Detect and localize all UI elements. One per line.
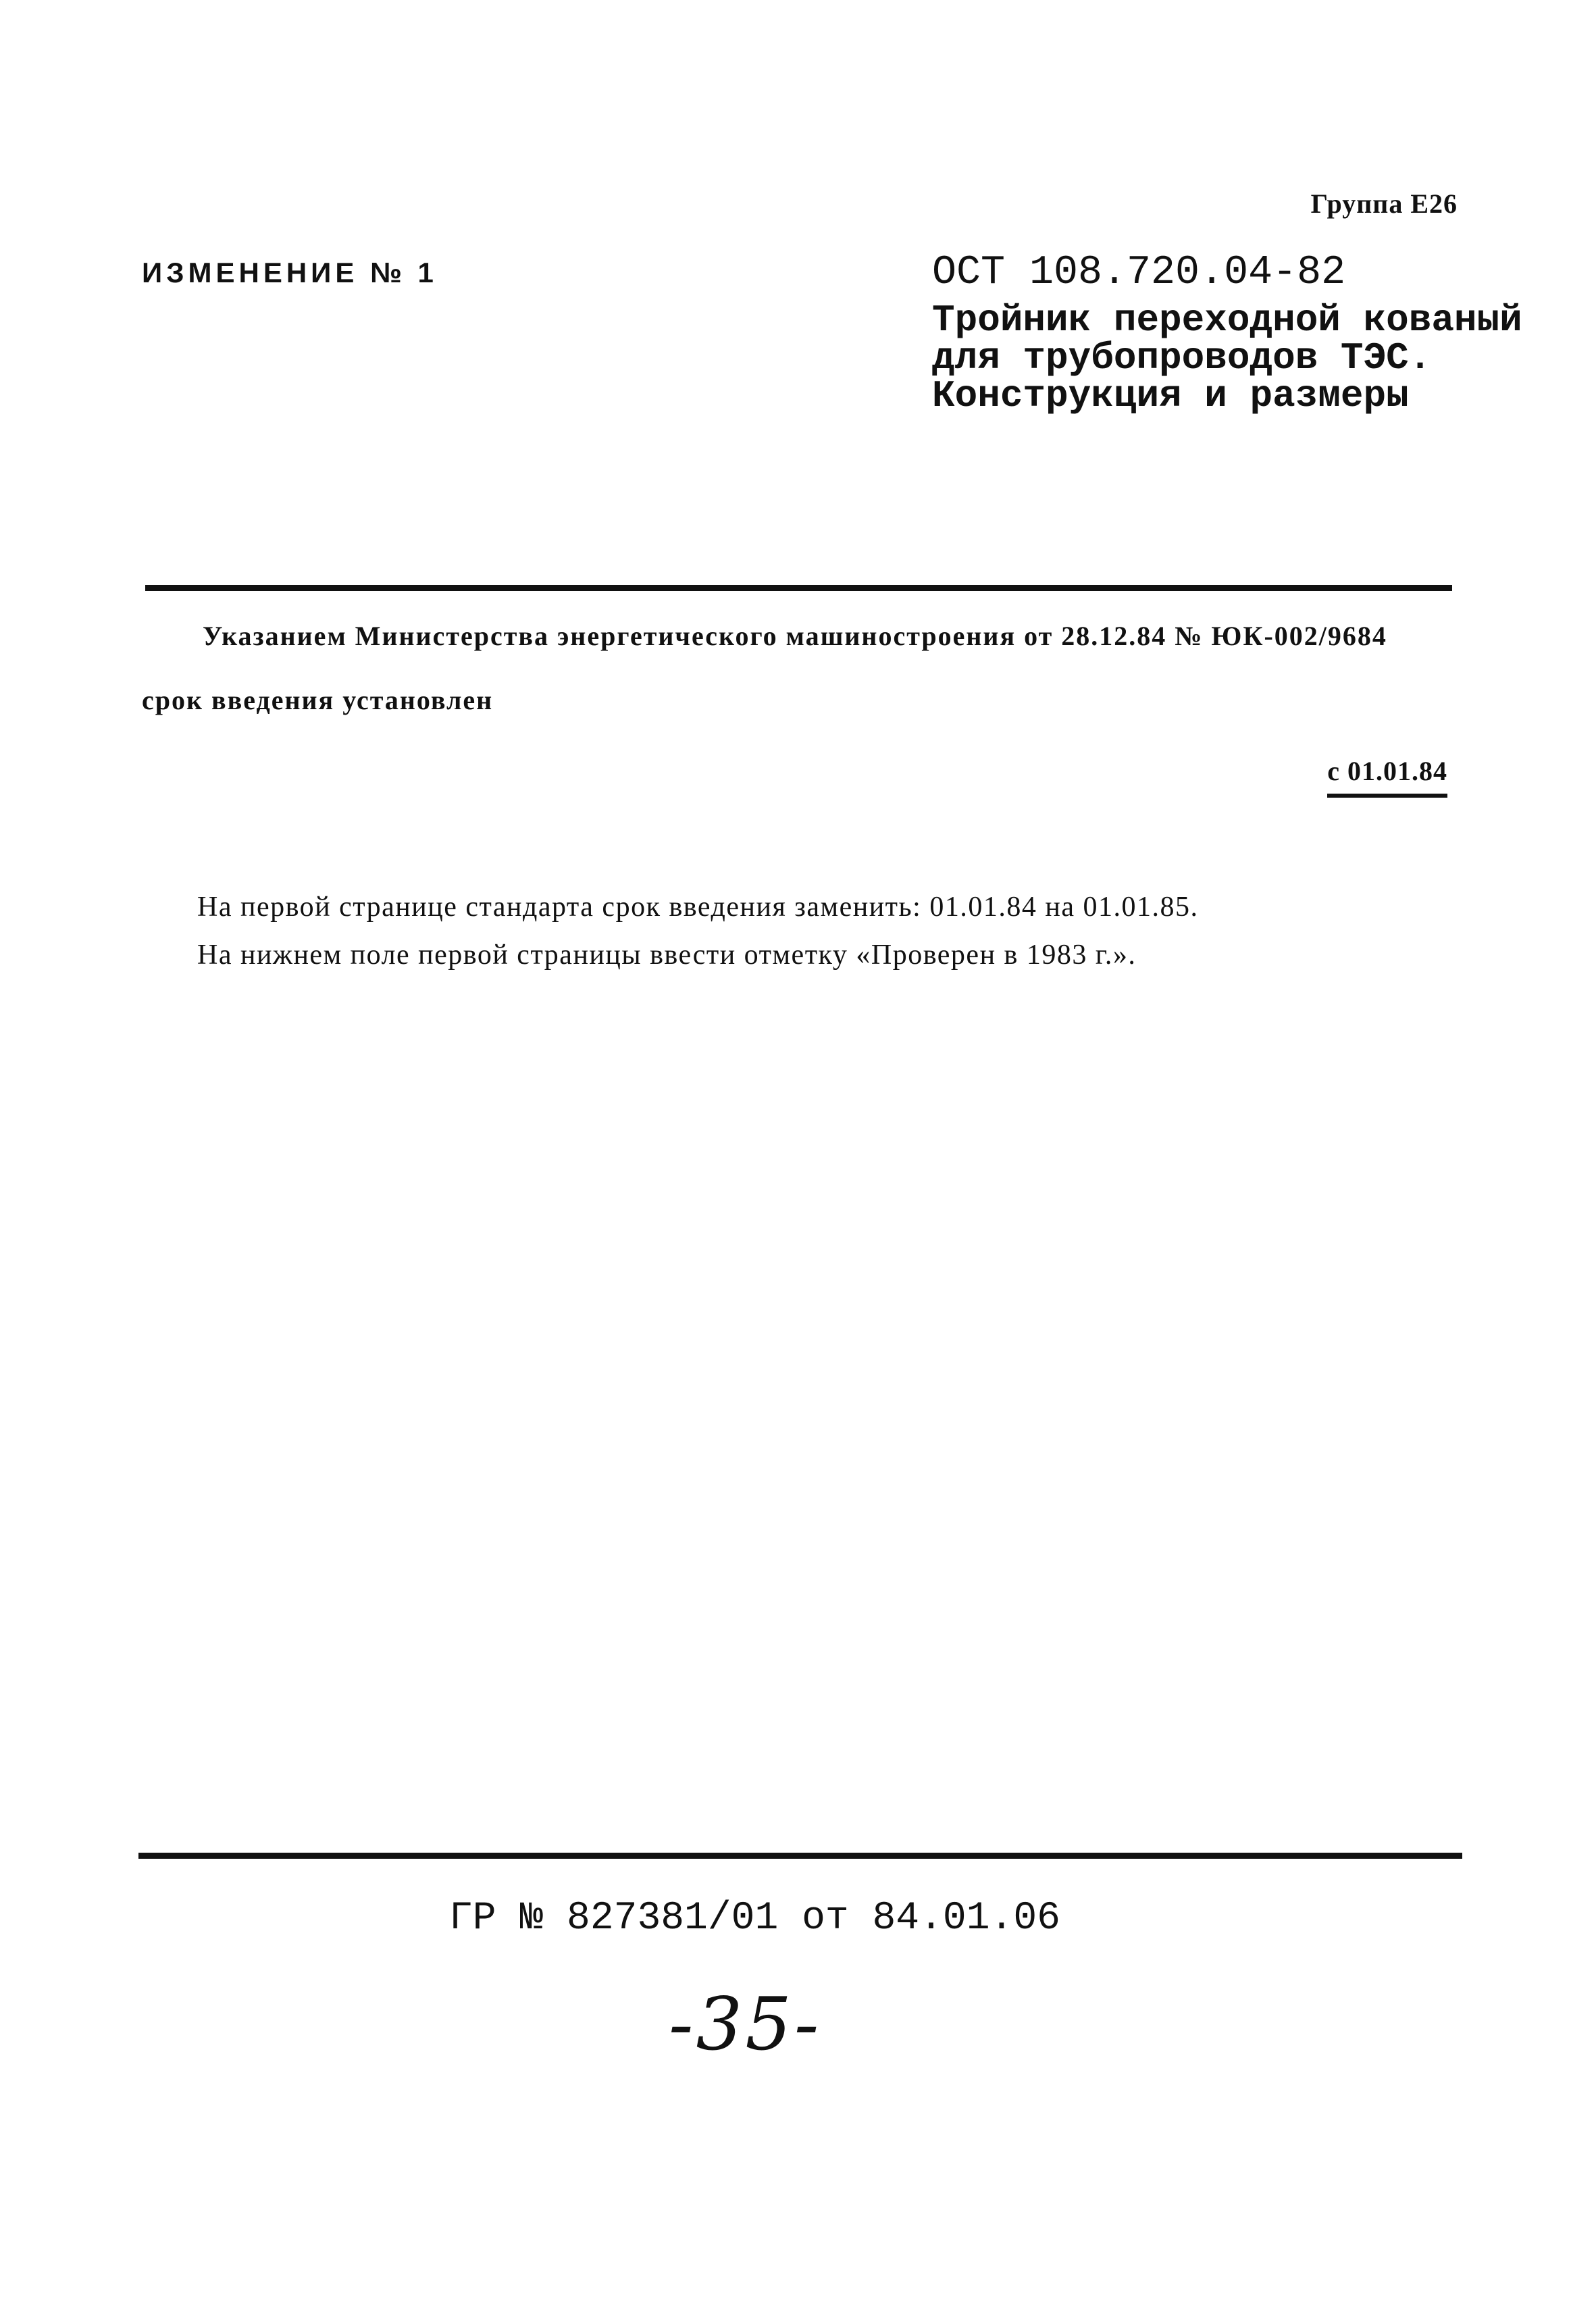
effective-date: с 01.01.84 [1327, 755, 1447, 798]
top-divider [145, 585, 1452, 591]
page-number: -35- [669, 1982, 822, 2067]
standard-title-line-3: Конструкция и размеры [932, 374, 1409, 417]
standard-title-line-1: Тройник переходной кованый [932, 299, 1522, 342]
body-line-1: На первой странице стандарта срок введения заменить: 01.01.84 на 01.01.85. [197, 892, 1199, 923]
body-line-2: На нижнем поле первой страницы ввести отметку «Проверен в 1983 г.». [197, 940, 1137, 971]
group-label: Группа Е26 [1310, 188, 1458, 219]
change-body [197, 883, 1198, 979]
standard-number: ОСТ 108.720.04-82 [932, 250, 1346, 296]
change-title: ИЗМЕНЕНИЕ № 1 [142, 257, 438, 288]
standard-title [932, 301, 1522, 415]
standard-title-line-2: для трубопроводов ТЭС. [932, 336, 1432, 380]
term-label: срок введения установлен [142, 685, 494, 715]
registration-number: ГР № 827381/01 от 84.01.06 [449, 1897, 1060, 1940]
bottom-divider [138, 1853, 1462, 1859]
decree-text: Указанием Министерства энергетического машиностроения от 28.12.84 № ЮК-002/9684 [203, 621, 1387, 651]
